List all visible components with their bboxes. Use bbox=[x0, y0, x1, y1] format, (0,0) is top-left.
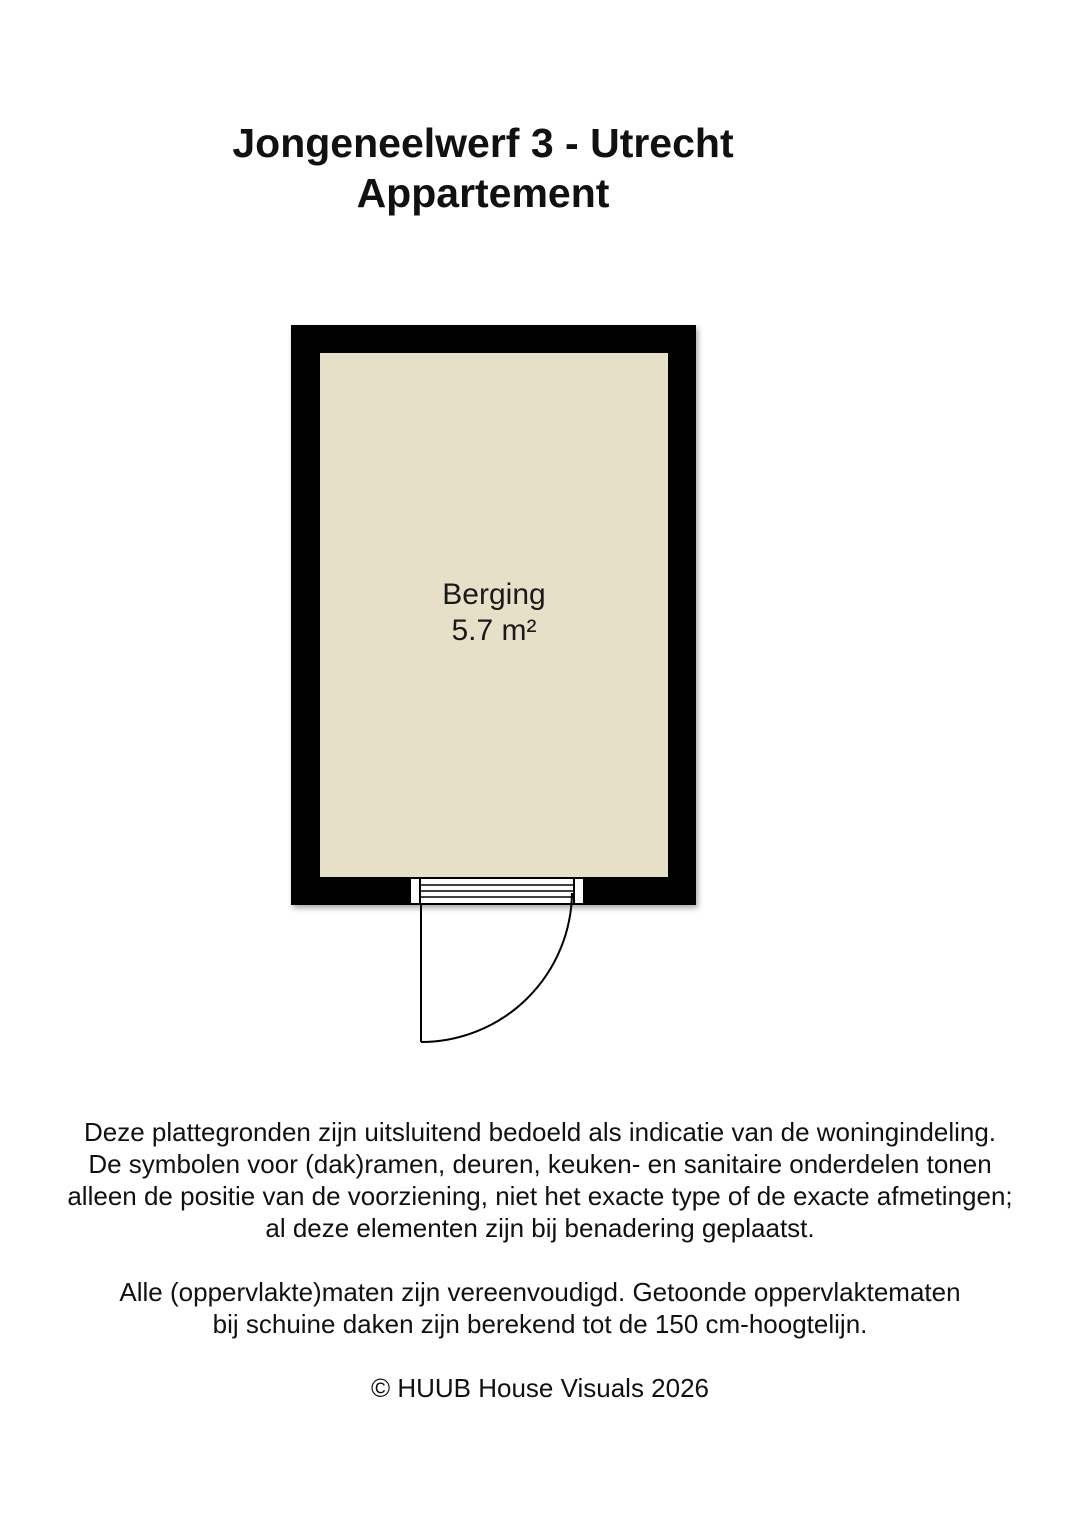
disclaimer-line: Deze plattegronden zijn uitsluitend bedoeld als indicatie van de woningindeling. bbox=[83, 1117, 997, 1147]
disclaimer-paragraph-2 bbox=[0, 1276, 1080, 1340]
door-opening bbox=[409, 877, 585, 905]
disclaimer-line: bij schuine daken zijn berekend tot de 150 cm-hoogtelijn. bbox=[212, 1309, 868, 1339]
disclaimer-line: alleen de positie van de voorziening, niet het exacte type of de exacte afmetingen; bbox=[67, 1181, 1013, 1211]
property-type-title: Appartement bbox=[356, 170, 610, 216]
disclaimer bbox=[0, 1116, 1080, 1404]
room-label bbox=[320, 577, 668, 649]
door-swing-arc bbox=[421, 893, 572, 1042]
disclaimer-line: al deze elementen zijn bij benadering geplaatst. bbox=[265, 1213, 815, 1243]
disclaimer-line: De symbolen voor (dak)ramen, deuren, keuken- en sanitaire onderdelen tonen bbox=[88, 1149, 992, 1179]
disclaimer-paragraph-1 bbox=[0, 1116, 1080, 1244]
copyright-notice bbox=[0, 1372, 1080, 1404]
copyright-text: © HUUB House Visuals 2026 bbox=[370, 1373, 710, 1403]
room-area: 5.7 m² bbox=[451, 614, 537, 647]
disclaimer-line: Alle (oppervlakte)maten zijn vereenvoudigd. Getoonde oppervlaktematen bbox=[119, 1277, 961, 1307]
address-title: Jongeneelwerf 3 - Utrecht bbox=[232, 120, 734, 166]
door-swing bbox=[421, 893, 572, 1042]
room-name: Berging bbox=[442, 578, 546, 611]
